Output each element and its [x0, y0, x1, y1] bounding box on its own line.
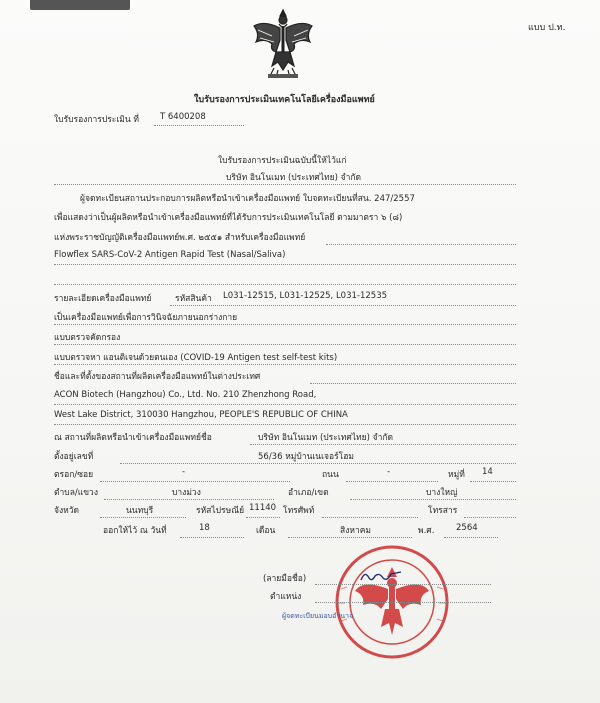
product-code-label: รหัสสินค้า — [175, 294, 212, 304]
site-name: บริษัท อินโนเมท (ประเทศไทย) จำกัด — [258, 433, 394, 443]
subdistrict-underline — [104, 499, 274, 500]
postal-value: 11140 — [249, 503, 277, 513]
road-value: - — [387, 467, 391, 477]
form-code: แบบ ป.ท. — [528, 23, 566, 33]
phone-label: โทรศัพท์ — [283, 506, 315, 516]
road-underline — [346, 481, 438, 482]
site-label: ณ สถานที่ผลิตหรือนำเข้าเครื่องมือแพทย์ชื่อ — [54, 433, 212, 443]
blank-line-1 — [54, 284, 516, 285]
signature-mark — [357, 568, 405, 584]
province-underline — [100, 517, 186, 518]
issue-day: 18 — [199, 523, 210, 533]
fax-label: โทรสาร — [428, 506, 458, 516]
located-underline — [120, 463, 516, 464]
manufacturer-label-underline — [310, 383, 516, 384]
signature-underline — [315, 584, 491, 585]
company-underline — [54, 184, 516, 185]
purpose-line: เพื่อแสดงว่าเป็นผู้ผลิตหรือนำเข้าเครื่องมือแพทย์ที่ได้รับการประเมินเทคโนโลยี ตามมาตรา ๖ (๘) — [54, 213, 403, 223]
product-underline — [54, 264, 516, 265]
company-name: บริษัท อินโนเมท (ประเทศไทย) จำกัด — [226, 173, 362, 183]
alley-label: ตรอก/ซอย — [54, 470, 94, 480]
manufacturer-line-2: West Lake District, 310030 Hangzhou, PEOPLE'S REPUBLIC OF CHINA — [54, 410, 348, 420]
top-edge-band — [30, 0, 130, 10]
cert-no-value: T 6400208 — [160, 112, 206, 122]
moo-underline — [470, 481, 516, 482]
manufacturer-underline-2 — [54, 424, 516, 425]
selftest-underline — [54, 364, 516, 365]
district-value: บางใหญ่ — [426, 488, 458, 498]
province-value: นนทบุรี — [126, 506, 154, 516]
issue-month-label: เดือน — [256, 526, 276, 536]
road-label: ถนน — [322, 470, 339, 480]
issue-day-underline — [180, 537, 244, 538]
issue-month-underline — [288, 537, 412, 538]
manufacturer-line-1: ACON Biotech (Hangzhou) Co., Ltd. No. 210 Zhenzhong Road, — [54, 390, 317, 400]
alley-underline — [100, 481, 290, 482]
act-underline — [326, 244, 516, 245]
position-underline — [315, 602, 491, 603]
type-selftest: แบบตรวจหา แอนติเจนด้วยตนเอง (COVID-19 Antigen test self-test kits) — [54, 353, 338, 363]
product-name: Flowflex SARS-CoV-2 Antigen Rapid Test (Nasal/Saliva) — [54, 250, 286, 260]
alley-value: - — [182, 467, 186, 477]
phone-underline — [322, 517, 418, 518]
district-underline — [350, 499, 516, 500]
subdistrict-label: ตำบล/แขวง — [54, 488, 98, 498]
authorized-stamp-text: ผู้จดทะเบียนมอบอำนาจ — [282, 612, 354, 620]
registration-line: ผู้จดทะเบียนสถานประกอบการผลิตหรือนำเข้าเครื่องมือแพทย์ ใบจดทะเบียนที่สน. 247/2557 — [80, 194, 415, 204]
issue-month: สิงหาคม — [340, 526, 372, 536]
category-underline — [54, 324, 516, 325]
province-label: จังหวัด — [54, 506, 80, 516]
document-title: ใบรับรองการประเมินเทคโนโลยีเครื่องมือแพทย์ — [194, 95, 375, 105]
issued-to-label: ใบรับรองการประเมินฉบับนี้ให้ไว้แก่ — [218, 156, 347, 166]
postal-label: รหัสไปรษณีย์ — [196, 506, 245, 516]
detail-label: รายละเอียดเครื่องมือแพทย์ — [54, 294, 152, 304]
issue-year-underline — [444, 537, 498, 538]
cert-no-underline — [154, 125, 244, 126]
act-line: แห่งพระราชบัญญัติเครื่องมือแพทย์พ.ศ. ๒๕๕๑ สำหรับเครื่องมือแพทย์ — [54, 233, 306, 243]
issue-year-label: พ.ศ. — [418, 526, 435, 536]
issue-year: 2564 — [456, 523, 478, 533]
district-label: อำเภอ/เขต — [288, 488, 329, 498]
manufacturer-underline-1 — [54, 404, 516, 405]
issue-date-label: ออกให้ไว้ ณ วันที่ — [103, 526, 167, 536]
manufacturer-label: ชื่อและที่ตั้งของสถานที่ผลิตเครื่องมือแพทย์ในต่างประเทศ — [54, 372, 261, 382]
garuda-emblem-icon — [250, 6, 316, 80]
fax-underline — [464, 517, 516, 518]
product-code-underline — [170, 305, 516, 306]
site-underline — [250, 444, 516, 445]
subdistrict-value: บางม่วง — [172, 488, 201, 498]
postal-underline — [246, 517, 280, 518]
product-codes: L031-12515, L031-12525, L031-12535 — [223, 291, 388, 301]
signature-label: (ลายมือชื่อ) — [263, 574, 307, 584]
screening-underline — [54, 344, 516, 345]
device-category: เป็นเครื่องมือแพทย์เพื่อการวินิจฉัยภายนอกร่างกาย — [54, 313, 238, 323]
located-label: ตั้งอยู่เลขที่ — [54, 452, 94, 462]
moo-value: 14 — [482, 467, 493, 477]
cert-no-label: ใบรับรองการประเมิน ที่ — [54, 115, 139, 125]
type-screening: แบบตรวจคัดกรอง — [54, 333, 121, 343]
moo-label: หมู่ที่ — [448, 470, 465, 480]
located-value: 56/36 หมู่บ้านเนเจอร์โฮม — [258, 452, 355, 462]
position-label: ตำแหน่ง — [270, 592, 302, 602]
